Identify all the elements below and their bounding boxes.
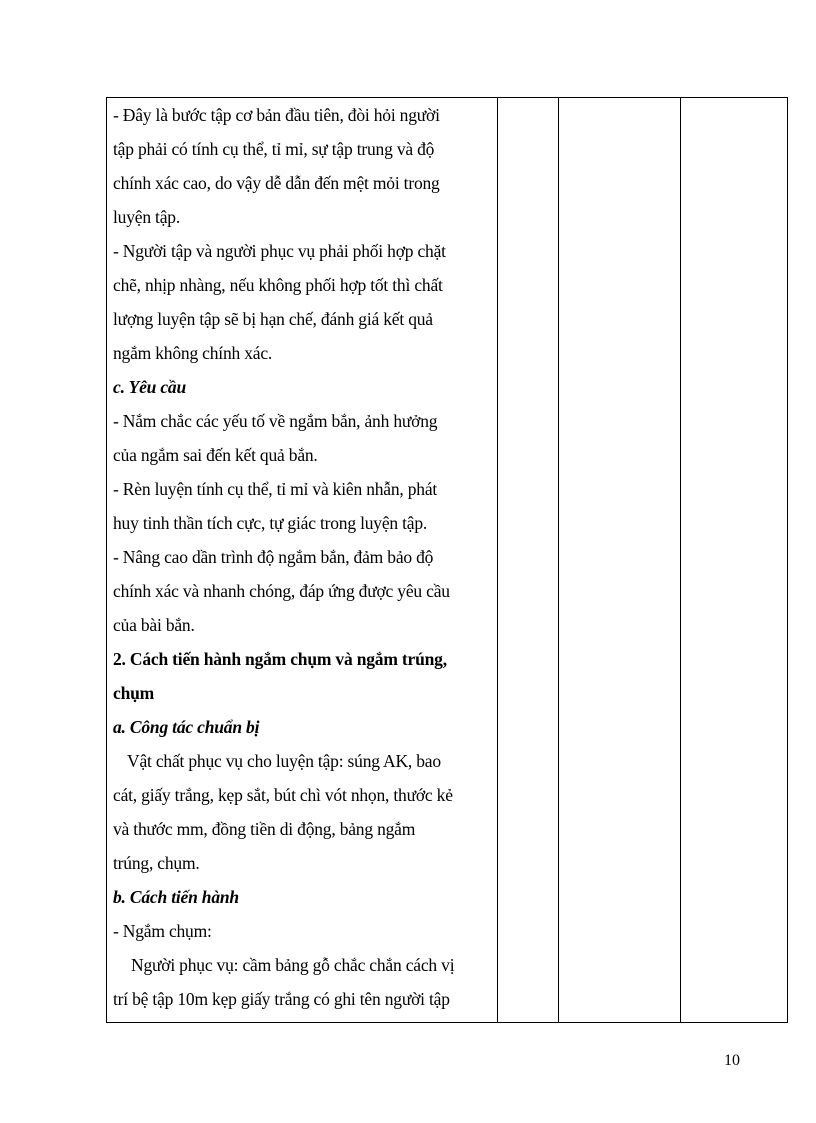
text-line: - Nâng cao dần trình độ ngắm bắn, đảm bảo độ: [113, 547, 434, 567]
text-line: trúng, chụm.: [113, 853, 200, 873]
page-number: 10: [724, 1052, 740, 1069]
text-line: - Nắm chắc các yếu tố về ngắm bắn, ảnh hưởng: [113, 411, 438, 431]
text-line: và thước mm, đồng tiền di động, bảng ngắm: [113, 819, 416, 839]
text-line: của bài bắn.: [113, 615, 195, 635]
section-heading-requirements: c. Yêu cầu: [113, 377, 187, 397]
text-line: của ngắm sai đến kết quả bắn.: [113, 445, 318, 465]
text-line: chính xác cao, do vậy dễ dẫn đến mệt mỏi trong: [113, 173, 440, 193]
text-line: - Đây là bước tập cơ bản đầu tiên, đòi hỏi người: [113, 105, 440, 125]
content-table: [106, 97, 788, 1023]
text-line: Vật chất phục vụ cho luyện tập: súng AK, bao: [127, 751, 441, 771]
main-content-cell: [107, 98, 498, 1023]
section-heading-preparation: a. Công tác chuẩn bị: [113, 717, 260, 737]
text-line: trí bệ tập 10m kẹp giấy trắng có ghi tên người tập: [113, 989, 450, 1009]
text-line: huy tinh thần tích cực, tự giác trong luyện tập.: [113, 513, 428, 533]
section-heading-procedure-cont: chụm: [113, 683, 155, 703]
empty-cell: [681, 98, 788, 1023]
section-heading-procedure: 2. Cách tiến hành ngắm chụm và ngắm trúng,: [113, 649, 447, 669]
text-line: ngắm không chính xác.: [113, 343, 273, 363]
empty-cell: [559, 98, 681, 1023]
main-content: [107, 98, 497, 1016]
text-line: - Người tập và người phục vụ phải phối hợp chặt: [113, 241, 446, 261]
text-line: - Rèn luyện tính cụ thể, tỉ mỉ và kiên nhẫn, phát: [113, 479, 438, 499]
empty-cell: [498, 98, 559, 1023]
text-line: chính xác và nhanh chóng, đáp ứng được yêu cầu: [113, 581, 450, 601]
text-line: tập phải có tính cụ thể, tỉ mỉ, sự tập trung và độ: [113, 139, 435, 159]
text-line: luyện tập.: [113, 207, 181, 227]
text-line: cát, giấy trắng, kẹp sắt, bút chì vót nhọn, thước kẻ: [113, 785, 453, 805]
text-line: Người phục vụ: cầm bảng gỗ chắc chắn cách vị: [131, 955, 455, 975]
text-line: - Ngắm chụm:: [113, 921, 212, 941]
text-line: chẽ, nhịp nhàng, nếu không phối hợp tốt thì chất: [113, 275, 443, 295]
section-heading-method: b. Cách tiến hành: [113, 887, 239, 907]
text-line: lượng luyện tập sẽ bị hạn chế, đánh giá kết quả: [113, 309, 433, 329]
